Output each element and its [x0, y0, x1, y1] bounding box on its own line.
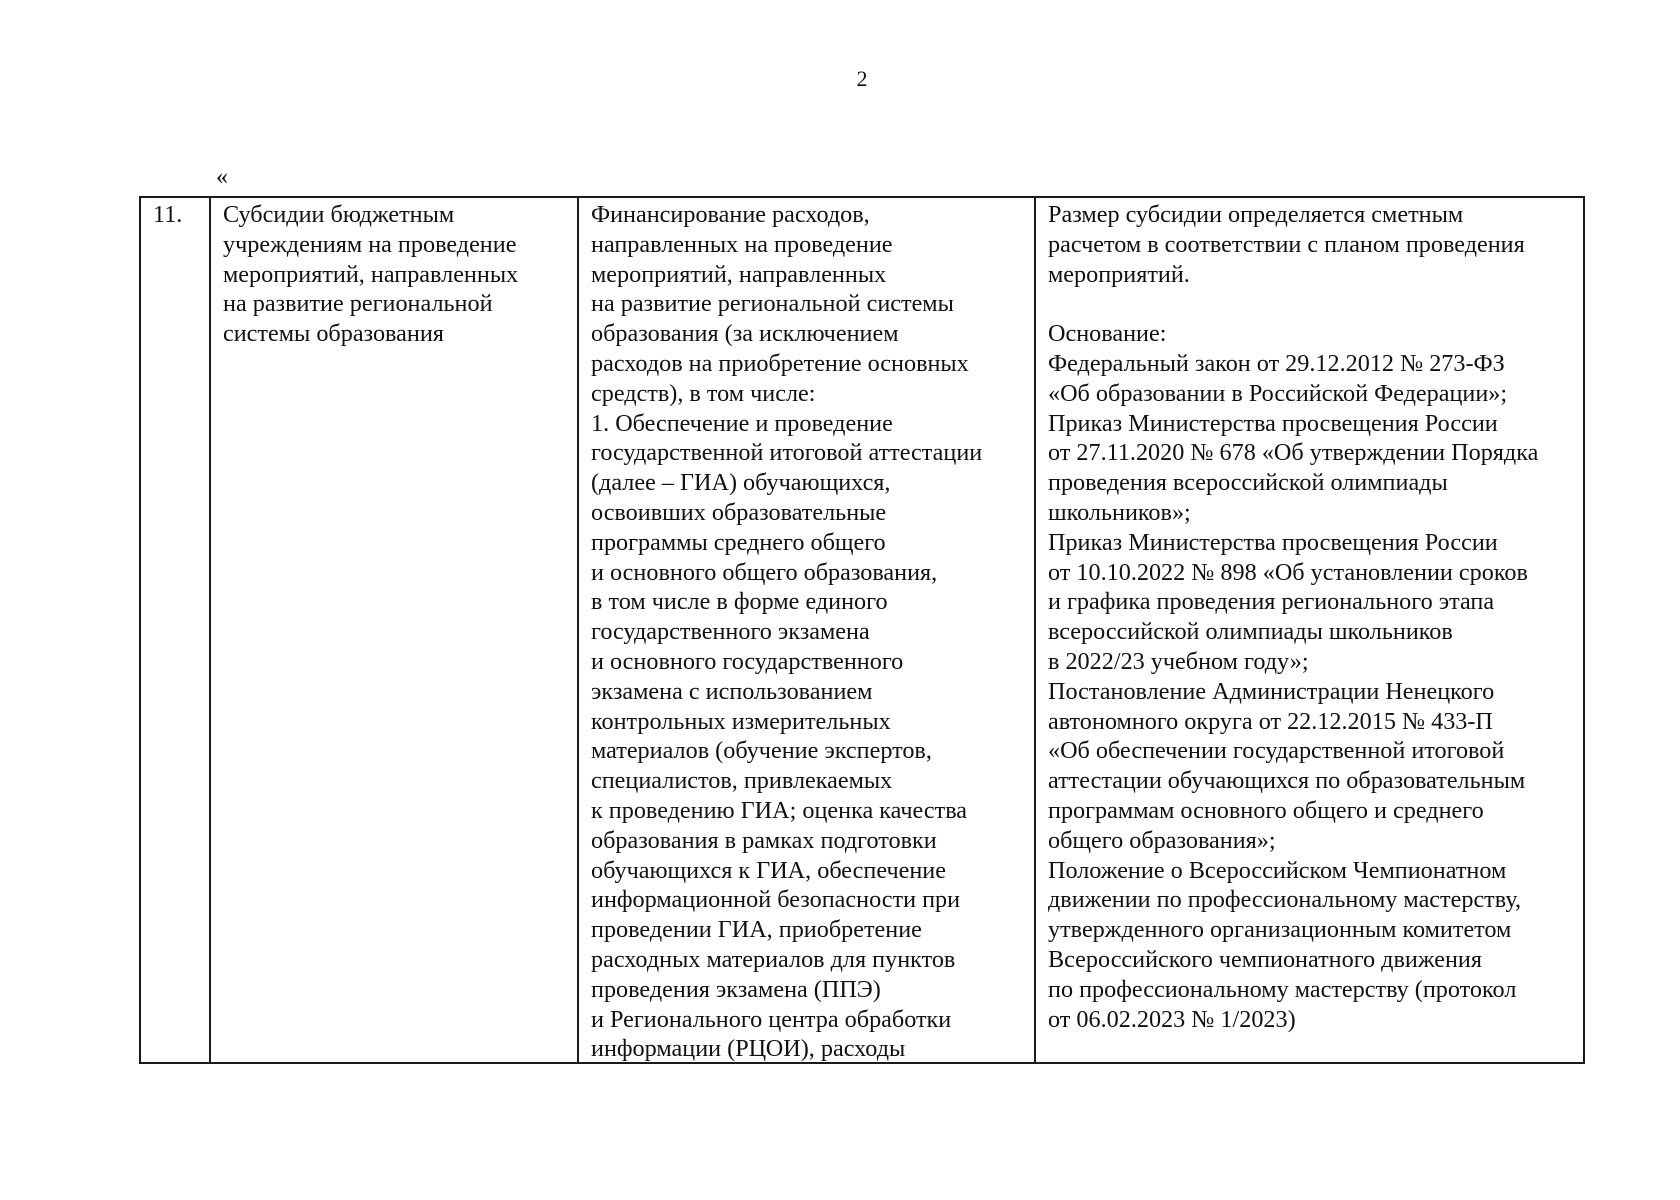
description-line: образования (за исключением — [591, 320, 899, 348]
basis-line: «Об обеспечении государственной итоговой — [1048, 737, 1505, 765]
basis-line: в 2022/23 учебном году»; — [1048, 647, 1309, 675]
basis-line — [1048, 289, 1583, 319]
basis-line: школьников»; — [1048, 498, 1191, 526]
basis-line: аттестации обучающихся по образовательным — [1048, 767, 1526, 795]
basis-line: Приказ Министерства просвещения России — [1048, 528, 1498, 556]
description-line: образования в рамках подготовки — [591, 826, 937, 854]
calculation-basis-cell — [1034, 198, 1583, 1062]
basis-line: и графика проведения регионального этапа — [1048, 588, 1495, 616]
expense-name-line: мероприятий, направленных — [223, 260, 519, 288]
description-line: и основного общего образования, — [591, 558, 938, 586]
description-line: на развитие региональной системы — [591, 290, 954, 318]
description-line: освоивших образовательные — [591, 498, 887, 526]
basis-line: от 06.02.2023 № 1/2023) — [1048, 1005, 1296, 1033]
expense-name-line: Субсидии бюджетным — [223, 201, 455, 228]
description-line: в том числе в форме единого — [591, 588, 888, 616]
description-line: Финансирование расходов, — [591, 201, 870, 228]
basis-line: программам основного общего и среднего — [1048, 796, 1484, 824]
description-line: проведения экзамена (ППЭ) — [591, 975, 881, 1003]
description-line: программы среднего общего — [591, 528, 886, 556]
document-table — [139, 196, 1585, 1064]
expense-name-line: на развитие региональной — [223, 290, 493, 318]
description-line: мероприятий, направленных — [591, 260, 887, 288]
row-number-cell — [141, 198, 209, 1062]
description-line: и основного государственного — [591, 647, 904, 675]
basis-line: мероприятий. — [1048, 260, 1190, 288]
basis-line: всероссийской олимпиады школьников — [1048, 618, 1453, 646]
expense-name-cell — [209, 198, 577, 1062]
basis-line: от 27.11.2020 № 678 «Об утверждении Порядка — [1048, 439, 1539, 467]
description-line: расходов на приобретение основных — [591, 349, 969, 377]
description-line: 1. Обеспечение и проведение — [591, 409, 893, 437]
description-line: информации (РЦОИ), расходы — [591, 1035, 906, 1063]
basis-line: общего образования»; — [1048, 826, 1276, 854]
description-line: направленных на проведение — [591, 230, 893, 258]
expense-name-line: учреждениям на проведение — [223, 230, 517, 258]
description-line: обучающихся к ГИА, обеспечение — [591, 856, 946, 884]
basis-line: «Об образовании в Российской Федерации»; — [1048, 379, 1508, 407]
description-line: информационной безопасности при — [591, 886, 961, 914]
basis-line: Постановление Администрации Ненецкого — [1048, 677, 1495, 705]
opening-quote-mark: « — [216, 164, 228, 190]
basis-line: движении по профессиональному мастерству, — [1048, 886, 1522, 914]
description-line: специалистов, привлекаемых — [591, 767, 893, 795]
description-line: средств), в том числе: — [591, 379, 816, 407]
basis-line: Всероссийского чемпионатного движения — [1048, 945, 1482, 973]
basis-line: Положение о Всероссийском Чемпионатном — [1048, 856, 1507, 884]
row-number: 11. — [153, 201, 183, 228]
description-line: и Регионального центра обработки — [591, 1005, 952, 1033]
basis-line: Основание: — [1048, 320, 1167, 348]
description-line: экзамена с использованием — [591, 677, 873, 705]
basis-line: автономного округа от 22.12.2015 № 433-П — [1048, 707, 1493, 735]
description-line: проведении ГИА, приобретение — [591, 916, 922, 944]
basis-line: Приказ Министерства просвещения России — [1048, 409, 1498, 437]
description-line: контрольных измерительных — [591, 707, 891, 735]
description-line: государственной итоговой аттестации — [591, 439, 983, 467]
basis-line: от 10.10.2022 № 898 «Об установлении сроков — [1048, 558, 1528, 586]
page-number: 2 — [856, 66, 868, 91]
basis-line: утвержденного организационным комитетом — [1048, 916, 1512, 944]
basis-line: Размер субсидии определяется сметным — [1048, 201, 1464, 228]
expense-description-cell — [577, 198, 1034, 1062]
basis-line: расчетом в соответствии с планом проведения — [1048, 230, 1525, 258]
description-line: материалов (обучение экспертов, — [591, 737, 932, 765]
description-line: расходных материалов для пунктов — [591, 945, 956, 973]
description-line: (далее – ГИА) обучающихся, — [591, 469, 891, 497]
basis-line: Федеральный закон от 29.12.2012 № 273-ФЗ — [1048, 349, 1505, 377]
description-line: государственного экзамена — [591, 618, 870, 646]
basis-line: проведения всероссийской олимпиады — [1048, 469, 1448, 497]
description-line: к проведению ГИА; оценка качества — [591, 796, 968, 824]
basis-line: по профессиональному мастерству (протокол — [1048, 975, 1517, 1003]
expense-name-line: системы образования — [223, 320, 444, 348]
